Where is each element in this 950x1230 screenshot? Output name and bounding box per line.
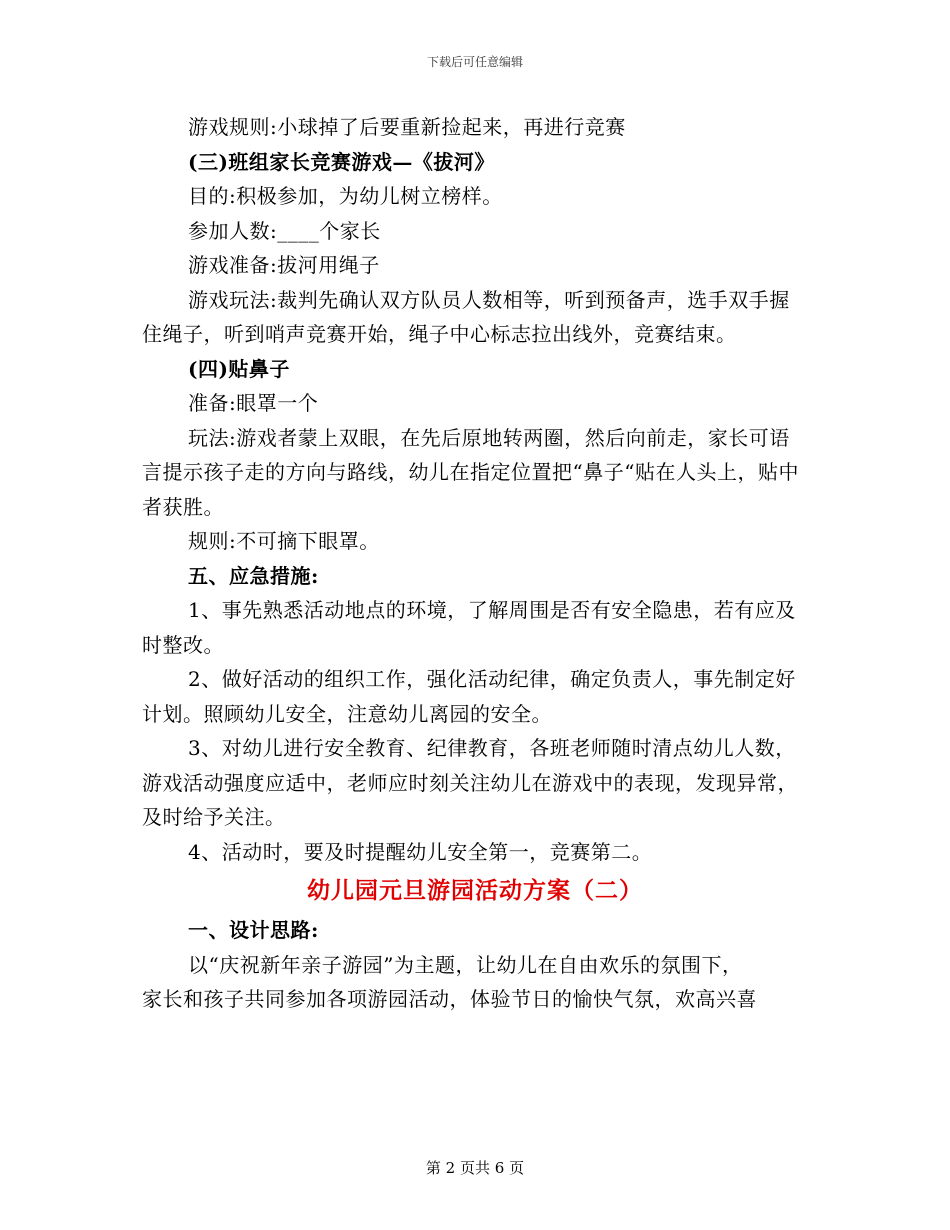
paragraph-gameplay: 游戏玩法:裁判先确认双方队员人数相等，听到预备声，选手双手握住绳子，听到哨声竞赛开始，绳子中心标志拉出线外，竞赛结束。 — [142, 287, 790, 346]
page-header: 下载后可任意编辑 — [426, 55, 523, 69]
section-title: 幼儿园元旦游园活动方案（二） — [307, 877, 643, 904]
paragraph-emergency-3: 3、对幼儿进行安全教育、纪律教育，各班老师随时清点幼儿人数，游戏活动强度应适中，老师应时刻关注幼儿在游戏中的表现，发现异常，及时给予关注。 — [142, 736, 798, 829]
page-footer: 第 2 页共 6 页 — [425, 1159, 525, 1177]
paragraph-emergency-4: 4、活动时，要及时提醒幼儿安全第一，竞赛第二。 — [188, 839, 653, 864]
paragraph-purpose: 目的:积极参加，为幼儿树立榜样。 — [188, 184, 503, 208]
paragraph-participants: 参加人数:____个家长 — [188, 218, 381, 243]
paragraph-nose-rules: 规则:不可摘下眼罩。 — [188, 529, 380, 553]
paragraph-emergency-1: 1、事先熟悉活动地点的环境，了解周围是否有安全隐患，若有应及时整改。 — [142, 598, 796, 657]
subheading-design-idea: 一、设计思路: — [188, 918, 319, 942]
paragraph-design-1: 以“庆祝新年亲子游园”为主题，让幼儿在自由欢乐的氛围下， — [188, 952, 743, 977]
document-body — [142, 110, 808, 1017]
paragraph-emergency-2: 2、做好活动的组织工作，强化活动纪律，确定负责人，事先制定好计划。照顾幼儿安全，注意幼儿离园的安全。 — [142, 667, 796, 726]
paragraph-nose-play: 玩法:游戏者蒙上双眼，在先后原地转两圈，然后向前走，家长可语言提示孩子走的方向与路线，幼儿在指定位置把“鼻子“贴在人头上，贴中者获胜。 — [142, 425, 799, 519]
paragraph-nose-prep: 准备:眼罩一个 — [188, 391, 319, 415]
paragraph-preparation: 游戏准备:拔河用绳子 — [188, 253, 380, 277]
subheading-emergency: 五、应急措施: — [188, 563, 319, 588]
paragraph-1: 游戏规则:小球掉了后要重新捡起来，再进行竞赛 — [188, 115, 626, 139]
paragraph-design-2: 家长和孩子共同参加各项游园活动，体验节日的愉快气氛，欢高兴喜 — [142, 987, 757, 1011]
subheading-pin-nose: (四)贴鼻子 — [188, 356, 290, 381]
subheading-tug-of-war: (三)班组家长竞赛游戏—《拔河》 — [188, 149, 495, 174]
